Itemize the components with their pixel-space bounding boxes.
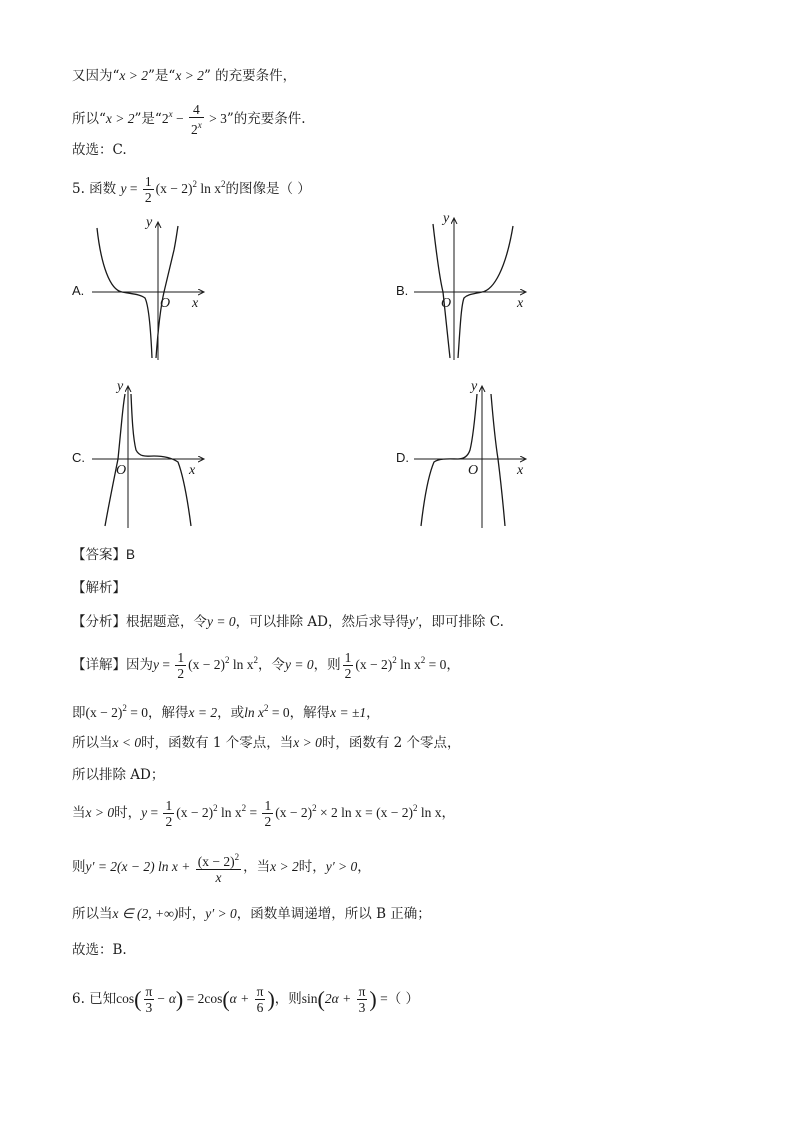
text: 所以当 xyxy=(72,735,113,751)
math: = xyxy=(159,657,174,672)
curve xyxy=(131,394,191,526)
paren: ( xyxy=(317,986,325,1012)
text: 时，函数有 1 个零点，当 xyxy=(141,735,294,751)
math: y′ > 0 xyxy=(325,859,358,874)
text: ， xyxy=(357,859,371,875)
math: 2 xyxy=(312,803,317,813)
detail-conclusion: 故选：B. xyxy=(72,942,127,958)
fraction xyxy=(357,984,368,1015)
math: ln x xyxy=(396,657,421,672)
denominator: 3 xyxy=(358,1000,366,1015)
math: > 3 xyxy=(205,111,227,126)
math: x = ±1 xyxy=(330,705,367,720)
math: = 2cos xyxy=(183,991,223,1006)
math: y′ > 0 xyxy=(205,906,237,921)
text: 则 xyxy=(72,859,86,875)
text: ，或 xyxy=(217,705,245,721)
math: y xyxy=(120,181,127,196)
detail-line-1 xyxy=(72,650,460,681)
math: x > 2 xyxy=(270,859,299,874)
text-line-2 xyxy=(72,102,306,137)
fraction xyxy=(196,850,241,885)
text: 时， xyxy=(114,805,142,821)
math: α + xyxy=(229,991,253,1006)
text: 即 xyxy=(72,705,86,721)
text: ，则 xyxy=(274,991,302,1007)
x-label: x xyxy=(517,296,524,311)
denominator: 2 xyxy=(344,666,352,681)
paren: ( xyxy=(134,986,142,1012)
text: ”是“ xyxy=(134,111,162,127)
text-line-1 xyxy=(72,66,296,86)
text: ，可以排除 AD，然后求导得 xyxy=(235,614,409,630)
math: 2 xyxy=(161,111,169,126)
math: 2 xyxy=(224,655,230,665)
math: = xyxy=(246,805,261,820)
math: x xyxy=(168,109,173,119)
numerator: π xyxy=(256,984,264,999)
text: ，令 xyxy=(258,657,285,673)
question-5 xyxy=(72,174,311,205)
math: (x − 2) xyxy=(188,657,225,672)
math: − xyxy=(172,111,187,126)
denominator xyxy=(189,118,204,137)
math: sin xyxy=(301,991,318,1006)
origin-label: O xyxy=(441,296,452,311)
denominator: 3 xyxy=(145,1000,153,1015)
math: − α xyxy=(156,991,176,1006)
math: 2 xyxy=(234,852,240,862)
detail-line-4: 所以排除 AD； xyxy=(72,767,165,783)
origin-label: O xyxy=(116,463,127,478)
math: x > 0 xyxy=(293,735,322,750)
math: x > 2 xyxy=(119,68,149,83)
paren: ) xyxy=(369,986,377,1012)
text: ，函数单调递增，所以 B 正确； xyxy=(236,906,431,922)
math: 2 xyxy=(213,803,218,813)
paren: ( xyxy=(222,986,230,1012)
origin-label: O xyxy=(160,296,171,311)
math: ln x xyxy=(217,805,242,820)
text: 又因为“ xyxy=(72,68,120,84)
math: x = 2 xyxy=(188,705,218,720)
text: ”是“ xyxy=(148,68,176,84)
denominator: 6 xyxy=(256,1000,264,1015)
numerator xyxy=(196,850,241,870)
text: 时，函数有 2 个零点， xyxy=(321,735,461,751)
math: = 0 xyxy=(268,705,290,720)
text: ，即可排除 C. xyxy=(417,614,504,630)
detail-line-5 xyxy=(72,798,455,829)
origin-label: O xyxy=(468,463,479,478)
math: x > 2 xyxy=(105,111,135,126)
math: 2 xyxy=(392,655,397,665)
math: = xyxy=(126,181,141,196)
curve xyxy=(421,394,477,526)
math: = 0 xyxy=(425,657,447,672)
text: 时， xyxy=(178,906,206,922)
text: 【分析】根据题意，令 xyxy=(72,614,207,630)
math: y = 0 xyxy=(207,614,236,629)
option-a-label: A. xyxy=(72,283,85,298)
math: cos xyxy=(116,991,135,1006)
text: ”的充要条件. xyxy=(226,111,306,127)
text: ， xyxy=(441,805,455,821)
numerator: π xyxy=(145,984,153,999)
graph-a xyxy=(88,210,218,365)
denominator: 2 xyxy=(144,190,152,205)
math: 2 xyxy=(190,122,198,137)
paren: ) xyxy=(267,986,275,1012)
curve xyxy=(491,394,505,526)
math: 2 xyxy=(122,703,127,713)
math: ln x xyxy=(244,705,264,720)
text: 【详解】因为 xyxy=(72,657,153,673)
numerator: 1 xyxy=(344,650,352,665)
denominator: 2 xyxy=(264,814,272,829)
fraction xyxy=(143,174,154,205)
text: 6. 已知 xyxy=(72,991,117,1007)
math: (x − 2) xyxy=(155,181,193,196)
math: y′ xyxy=(408,614,418,629)
math: x xyxy=(197,120,202,130)
text: ” 的充要条件， xyxy=(203,68,297,84)
math: y xyxy=(141,805,148,820)
math: = xyxy=(147,805,162,820)
detail-line-7 xyxy=(72,904,431,924)
denominator: x xyxy=(215,870,222,885)
math: x ∈ (2, +∞) xyxy=(112,906,179,921)
math: 2 xyxy=(253,655,258,665)
math: y = 0 xyxy=(285,657,314,672)
text: ，解得 xyxy=(289,705,331,721)
y-label: y xyxy=(117,379,124,394)
text: 5. 函数 xyxy=(72,181,117,197)
math: 2 xyxy=(192,179,197,189)
math: 2 xyxy=(420,655,426,665)
math: = 0 xyxy=(126,705,148,720)
math: ln x xyxy=(196,181,221,196)
x-label: x xyxy=(192,296,199,311)
text: 当 xyxy=(72,805,86,821)
curve xyxy=(105,394,125,526)
analysis-summary xyxy=(72,612,504,632)
text: 的图像是（ ） xyxy=(225,181,311,197)
numerator: 1 xyxy=(144,174,152,189)
curve xyxy=(97,228,152,358)
math: x > 0 xyxy=(85,805,115,820)
math: x < 0 xyxy=(112,735,142,750)
text: 所以“ xyxy=(72,111,106,127)
question-6 xyxy=(72,984,419,1015)
math: = xyxy=(376,991,388,1006)
graph-c xyxy=(88,378,218,533)
x-label: x xyxy=(517,463,524,478)
math: (x − 2) xyxy=(85,705,123,720)
y-label: y xyxy=(146,215,153,230)
detail-line-6 xyxy=(72,850,371,885)
curve xyxy=(433,224,450,358)
fraction xyxy=(144,984,155,1015)
text: ，当 xyxy=(243,859,271,875)
math: (x − 2) xyxy=(376,805,413,820)
fraction xyxy=(163,798,174,829)
fraction xyxy=(262,798,273,829)
numerator: 1 xyxy=(264,798,272,813)
y-label: y xyxy=(471,379,478,394)
math: 2 xyxy=(241,803,247,813)
option-b-label: B. xyxy=(396,283,409,298)
denominator: 2 xyxy=(165,814,173,829)
math: (x − 2) xyxy=(176,805,214,820)
math: ln x xyxy=(229,657,254,672)
x-label: x xyxy=(189,463,196,478)
text: ，则 xyxy=(313,657,341,673)
text: ， xyxy=(446,657,460,673)
detail-line-3 xyxy=(72,733,461,753)
math: ln x xyxy=(417,805,442,820)
math: 2 xyxy=(412,803,418,813)
math: × 2 ln x xyxy=(316,805,362,820)
text: 所以当 xyxy=(72,906,113,922)
numerator: 1 xyxy=(177,650,185,665)
math: (x − 2) xyxy=(197,854,235,869)
numerator: 4 xyxy=(189,102,204,118)
analysis-heading: 【解析】 xyxy=(72,580,126,595)
math: (x − 2) xyxy=(355,657,393,672)
numerator: π xyxy=(358,984,366,999)
text: ，解得 xyxy=(147,705,189,721)
math: = xyxy=(361,805,377,820)
math: (x − 2) xyxy=(275,805,313,820)
answer-line: 【答案】B xyxy=(72,547,136,562)
math: 2 xyxy=(263,703,269,713)
math: y′ = 2(x − 2) ln x + xyxy=(85,859,194,874)
math: y xyxy=(153,657,159,672)
graph-b xyxy=(410,210,540,365)
y-label: y xyxy=(443,211,450,226)
text: ， xyxy=(366,705,380,721)
detail-line-2 xyxy=(72,698,380,723)
paren: ) xyxy=(175,986,184,1012)
fraction xyxy=(255,984,266,1015)
text: （ ） xyxy=(387,991,420,1007)
numerator: 1 xyxy=(165,798,173,813)
graph-d xyxy=(410,378,540,533)
text-line-3: 故选：C. xyxy=(72,142,127,158)
fraction xyxy=(175,650,186,681)
denominator: 2 xyxy=(177,666,185,681)
math: 2 xyxy=(220,179,226,189)
math: x > 2 xyxy=(175,68,204,83)
math: 2α + xyxy=(324,991,355,1006)
fraction xyxy=(343,650,354,681)
text: 时， xyxy=(298,859,326,875)
option-d-label: D. xyxy=(396,450,409,465)
option-c-label: C. xyxy=(72,450,85,465)
fraction xyxy=(189,102,204,137)
